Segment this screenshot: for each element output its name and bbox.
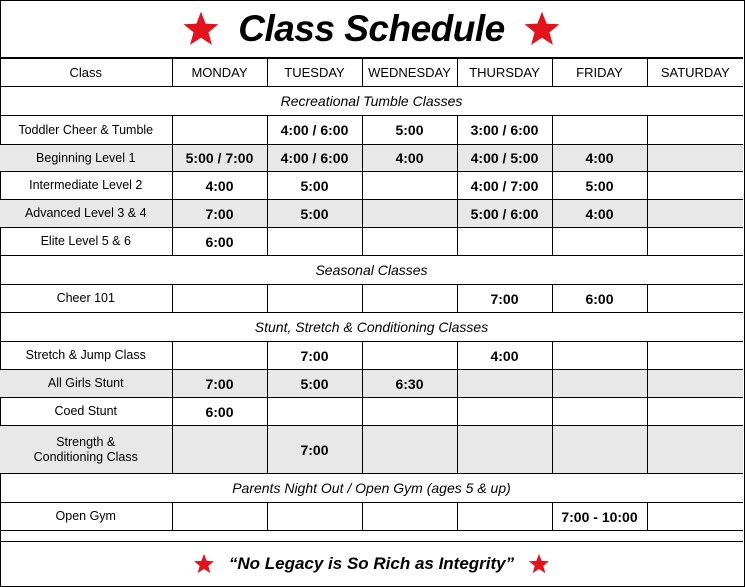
time-cell-saturday <box>647 398 743 426</box>
time-cell-friday <box>552 342 647 370</box>
table-row <box>0 200 743 228</box>
header-saturday: SATURDAY <box>647 59 743 87</box>
table-row <box>0 285 743 313</box>
time-cell-tuesday: 4:00 / 6:00 <box>267 116 362 145</box>
time-cell-saturday <box>647 426 743 474</box>
time-cell-wednesday <box>362 172 457 200</box>
section-title: Stunt, Stretch & Conditioning Classes <box>0 313 743 342</box>
time-cell-thursday <box>457 370 552 398</box>
time-cell-saturday <box>647 370 743 398</box>
time-cell-thursday: 5:00 / 6:00 <box>457 200 552 228</box>
time-cell-tuesday <box>267 228 362 256</box>
class-name-cell: All Girls Stunt <box>0 370 172 398</box>
time-cell-wednesday: 6:30 <box>362 370 457 398</box>
time-cell-tuesday <box>267 285 362 313</box>
time-cell-tuesday: 7:00 <box>267 426 362 474</box>
time-cell-tuesday: 7:00 <box>267 342 362 370</box>
time-cell-friday <box>552 228 647 256</box>
time-cell-monday: 6:00 <box>172 398 267 426</box>
star-icon <box>528 553 550 575</box>
title-bar <box>0 0 743 59</box>
star-icon <box>193 553 215 575</box>
time-cell-tuesday <box>267 503 362 531</box>
class-name-cell: Strength & Conditioning Class <box>0 426 172 474</box>
class-name-cell: Cheer 101 <box>0 285 172 313</box>
time-cell-wednesday <box>362 342 457 370</box>
class-name-cell: Advanced Level 3 & 4 <box>0 200 172 228</box>
header-monday: MONDAY <box>172 59 267 87</box>
schedule-table <box>0 58 743 531</box>
time-cell-wednesday: 5:00 <box>362 116 457 145</box>
time-cell-friday: 7:00 - 10:00 <box>552 503 647 531</box>
section-title: Seasonal Classes <box>0 256 743 285</box>
header-thursday: THURSDAY <box>457 59 552 87</box>
time-cell-thursday: 7:00 <box>457 285 552 313</box>
time-cell-monday: 7:00 <box>172 200 267 228</box>
time-cell-thursday <box>457 503 552 531</box>
class-name-cell: Intermediate Level 2 <box>0 172 172 200</box>
table-row <box>0 503 743 531</box>
table-row <box>0 426 743 474</box>
time-cell-monday <box>172 503 267 531</box>
time-cell-monday <box>172 342 267 370</box>
time-cell-monday: 4:00 <box>172 172 267 200</box>
section-title: Recreational Tumble Classes <box>0 87 743 116</box>
time-cell-wednesday <box>362 398 457 426</box>
time-cell-wednesday: 4:00 <box>362 145 457 172</box>
table-row <box>0 116 743 145</box>
star-icon <box>182 10 220 48</box>
table-row <box>0 370 743 398</box>
time-cell-thursday <box>457 398 552 426</box>
time-cell-saturday <box>647 116 743 145</box>
time-cell-monday: 5:00 / 7:00 <box>172 145 267 172</box>
class-name-cell: Elite Level 5 & 6 <box>0 228 172 256</box>
time-cell-thursday <box>457 426 552 474</box>
class-name-cell: Beginning Level 1 <box>0 145 172 172</box>
header-friday: FRIDAY <box>552 59 647 87</box>
time-cell-tuesday <box>267 398 362 426</box>
time-cell-thursday: 4:00 / 5:00 <box>457 145 552 172</box>
time-cell-saturday <box>647 228 743 256</box>
section-title: Parents Night Out / Open Gym (ages 5 & up) <box>0 474 743 503</box>
star-icon <box>523 10 561 48</box>
table-row <box>0 145 743 172</box>
time-cell-monday: 7:00 <box>172 370 267 398</box>
header-row <box>0 59 743 87</box>
header-tuesday: TUESDAY <box>267 59 362 87</box>
time-cell-thursday: 4:00 / 7:00 <box>457 172 552 200</box>
footer-bar <box>0 541 743 586</box>
time-cell-thursday: 3:00 / 6:00 <box>457 116 552 145</box>
time-cell-wednesday <box>362 426 457 474</box>
time-cell-friday <box>552 370 647 398</box>
time-cell-thursday <box>457 228 552 256</box>
time-cell-wednesday <box>362 200 457 228</box>
time-cell-wednesday <box>362 285 457 313</box>
class-name-cell: Open Gym <box>0 503 172 531</box>
section-header-row <box>0 256 743 285</box>
header-wednesday: WEDNESDAY <box>362 59 457 87</box>
section-header-row <box>0 474 743 503</box>
time-cell-monday: 6:00 <box>172 228 267 256</box>
time-cell-thursday: 4:00 <box>457 342 552 370</box>
class-name-cell: Coed Stunt <box>0 398 172 426</box>
section-header-row <box>0 313 743 342</box>
time-cell-friday <box>552 398 647 426</box>
time-cell-friday: 4:00 <box>552 200 647 228</box>
time-cell-friday <box>552 116 647 145</box>
time-cell-friday: 6:00 <box>552 285 647 313</box>
page-title: Class Schedule <box>238 7 505 49</box>
class-name-cell: Stretch & Jump Class <box>0 342 172 370</box>
time-cell-saturday <box>647 172 743 200</box>
time-cell-saturday <box>647 285 743 313</box>
time-cell-friday <box>552 426 647 474</box>
time-cell-monday <box>172 285 267 313</box>
time-cell-tuesday: 5:00 <box>267 200 362 228</box>
time-cell-wednesday <box>362 503 457 531</box>
time-cell-friday: 4:00 <box>552 145 647 172</box>
footer-quote: “No Legacy is So Rich as Integrity” <box>228 554 515 573</box>
time-cell-wednesday <box>362 228 457 256</box>
time-cell-friday: 5:00 <box>552 172 647 200</box>
time-cell-tuesday: 5:00 <box>267 370 362 398</box>
time-cell-monday <box>172 116 267 145</box>
time-cell-tuesday: 4:00 / 6:00 <box>267 145 362 172</box>
table-row <box>0 342 743 370</box>
time-cell-saturday <box>647 503 743 531</box>
section-header-row <box>0 87 743 116</box>
time-cell-tuesday: 5:00 <box>267 172 362 200</box>
table-row <box>0 398 743 426</box>
time-cell-saturday <box>647 200 743 228</box>
time-cell-monday <box>172 426 267 474</box>
time-cell-saturday <box>647 145 743 172</box>
header-class: Class <box>0 59 172 87</box>
time-cell-saturday <box>647 342 743 370</box>
table-row <box>0 228 743 256</box>
table-row <box>0 172 743 200</box>
class-name-cell: Toddler Cheer & Tumble <box>0 116 172 145</box>
